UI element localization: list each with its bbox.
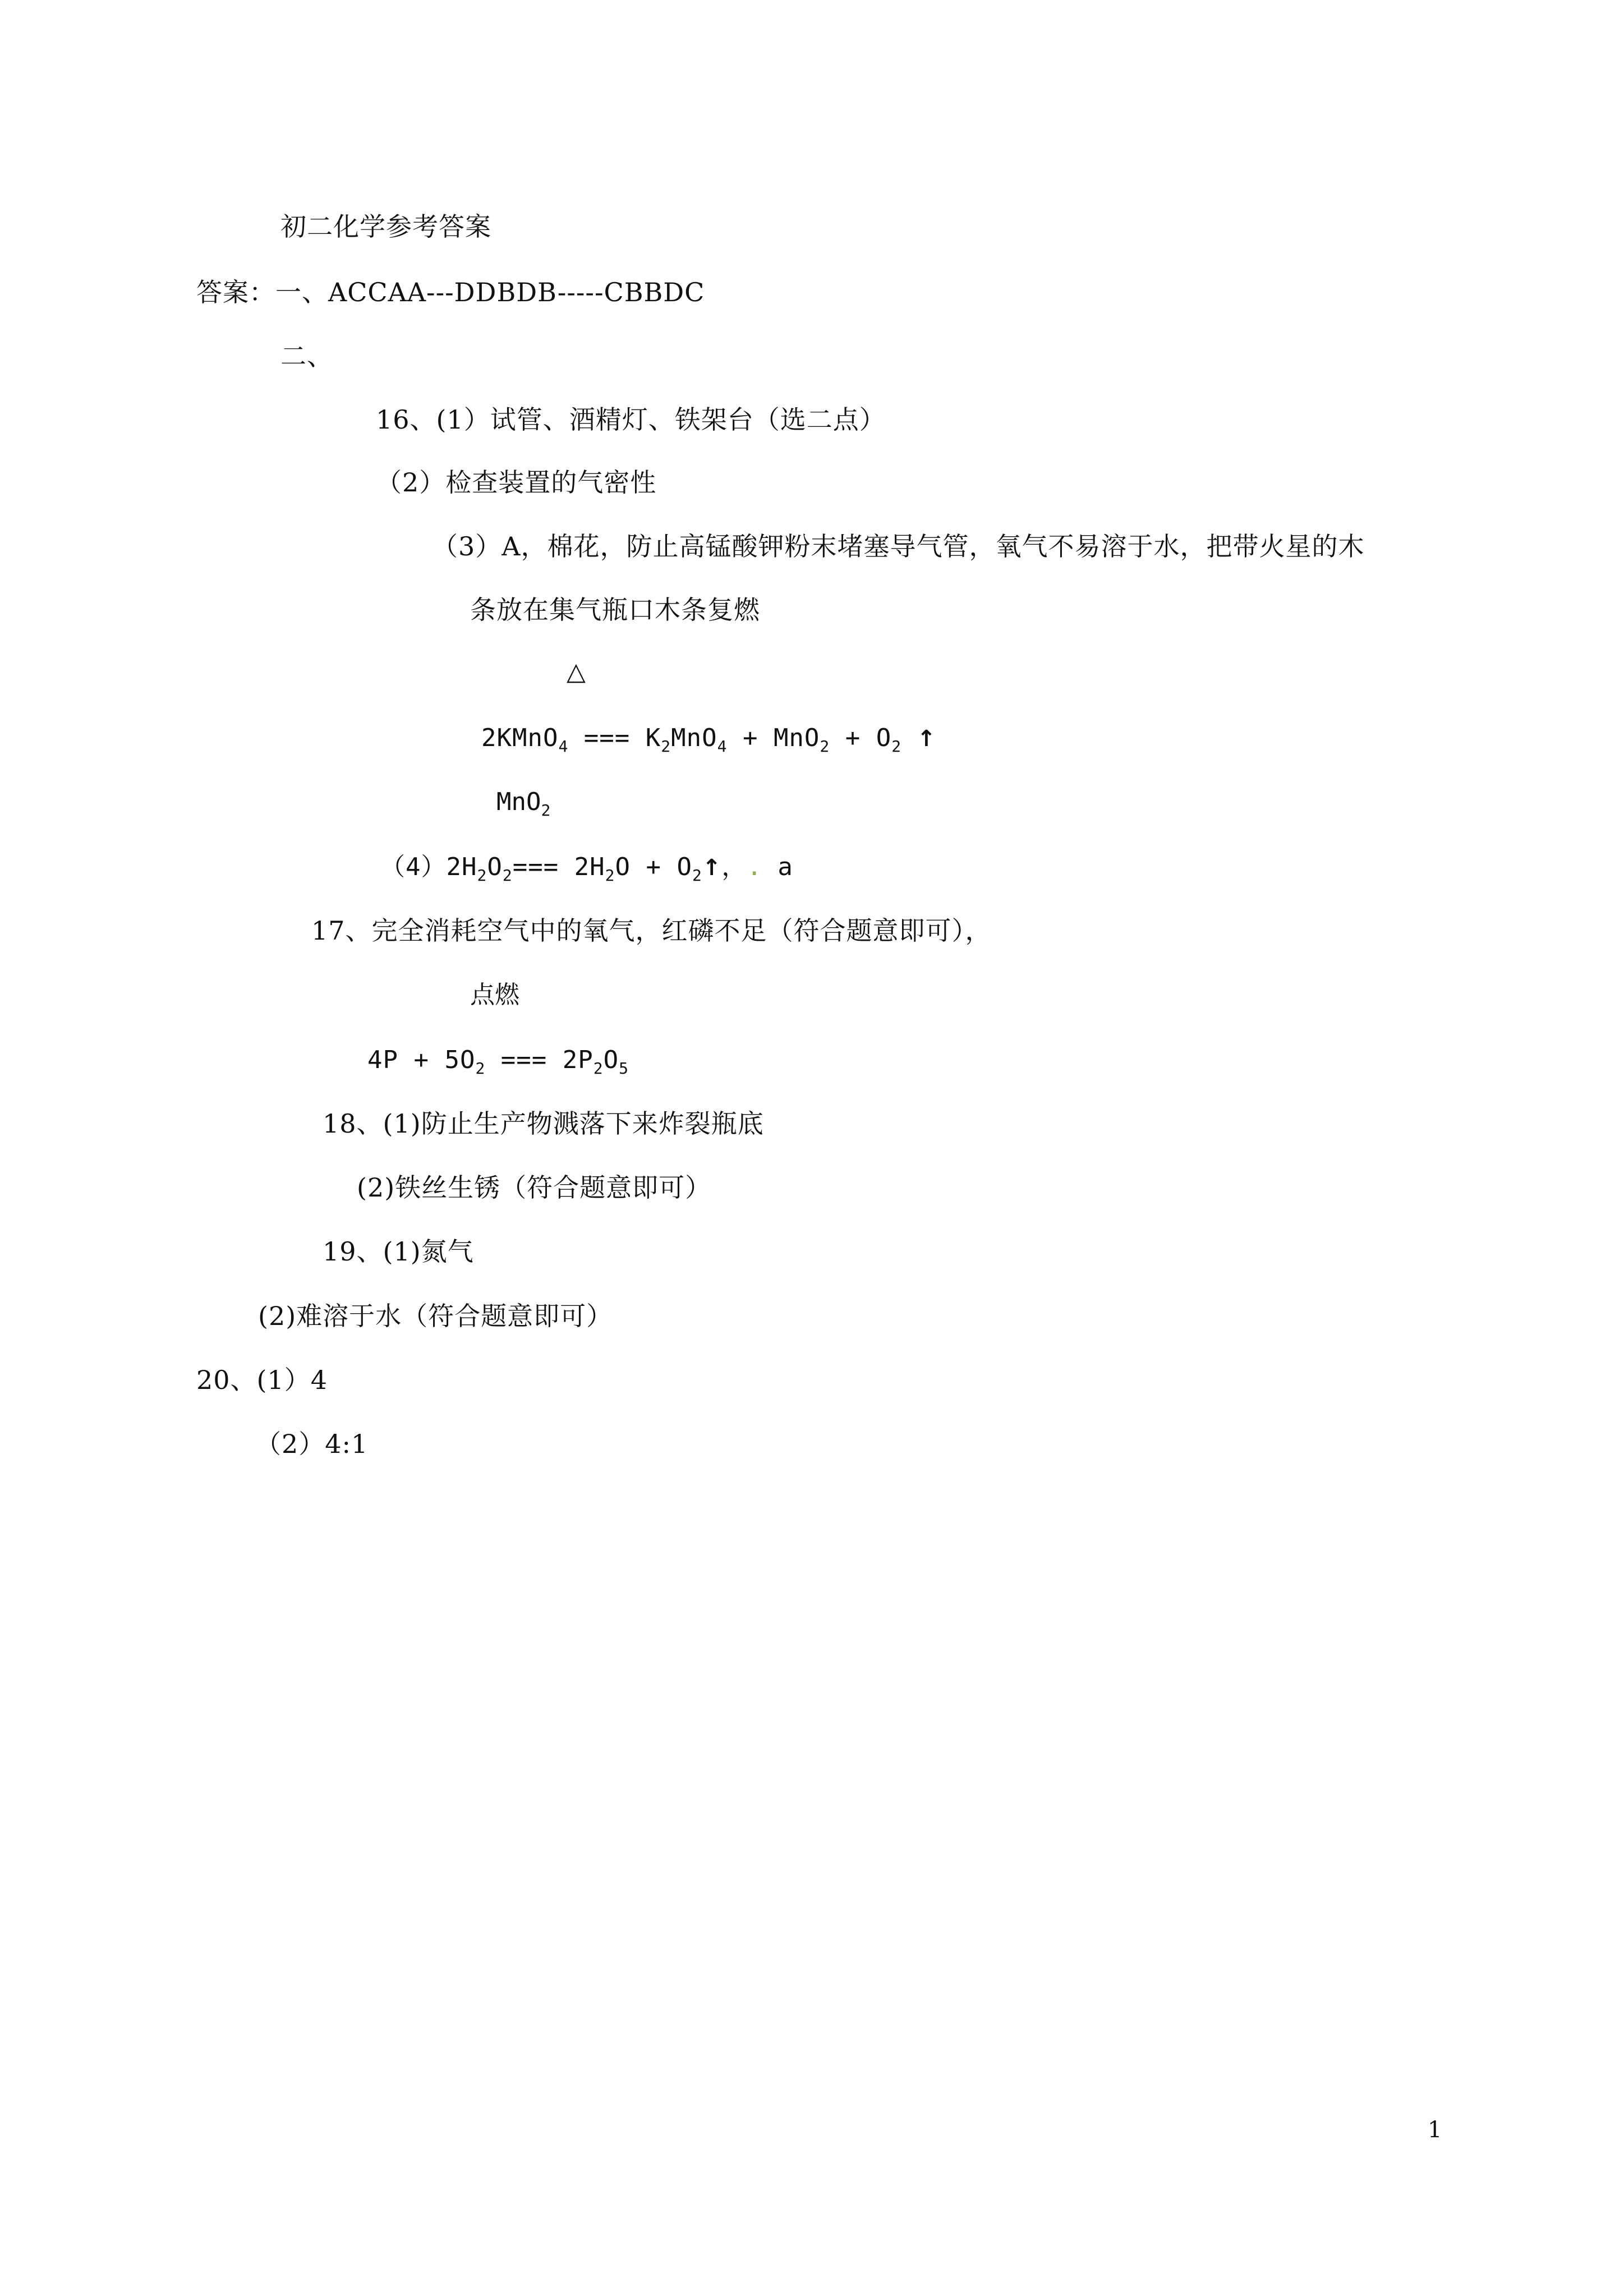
eq3-subscript: 2: [593, 1059, 604, 1078]
heat-condition-symbol: △: [567, 657, 586, 686]
page-number: 1: [1428, 2117, 1442, 2143]
eq1-term: === K: [568, 724, 661, 752]
q16-part1: 16、(1）试管、酒精灯、铁架台（选二点）: [376, 404, 886, 435]
eq-subscript: 2: [477, 866, 487, 885]
eq1-subscript: 4: [558, 737, 569, 756]
q16-part3-line1: （3）A，棉花，防止高锰酸钾粉末堵塞导气管，氧气不易溶于水，把带火星的木: [432, 531, 1365, 562]
eq1-subscript: 2: [661, 737, 671, 756]
eq-part: O + O: [615, 853, 692, 881]
eq-subscript: 2: [692, 866, 702, 885]
eq-subscript: 2: [605, 866, 615, 885]
q18-line1: 18、(1)防止生产物溅落下来炸裂瓶底: [323, 1108, 764, 1139]
q20-line2: （2）4:1: [255, 1429, 369, 1459]
equation-phosphorus-combustion: [367, 1043, 629, 1077]
stray-dot: .: [747, 853, 762, 881]
eq-part: ，: [721, 853, 747, 881]
q17-line1: 17、完全消耗空气中的氧气，红磷不足（符合题意即可），: [311, 915, 992, 946]
eq1-term: 2KMnO: [481, 724, 559, 752]
q16-part4-equation: [380, 850, 793, 885]
eq3-term: O: [603, 1046, 619, 1074]
q19-line1: 19、(1)氮气: [323, 1236, 474, 1267]
eq1-term: + O: [830, 724, 892, 752]
page-title: 初二化学参考答案: [280, 211, 491, 242]
gas-arrow-icon: ↑: [917, 726, 937, 752]
eq-subscript: 2: [502, 866, 513, 885]
q16-part3-line2: 条放在集气瓶口木条复燃: [470, 595, 760, 625]
eq-part: a: [762, 853, 793, 881]
eq3-subscript: 2: [475, 1059, 486, 1078]
eq1-subscript: 2: [820, 737, 830, 756]
q20-line1: 20、(1）4: [196, 1365, 328, 1395]
catalyst-subscript: 2: [541, 801, 551, 820]
eq1-subscript: 2: [891, 737, 902, 756]
q18-line2: (2)铁丝生锈（符合题意即可）: [357, 1172, 712, 1203]
catalyst-mno2-label: [496, 786, 550, 818]
eq1-subscript: 4: [717, 737, 728, 756]
q16-part2: （2）检查装置的气密性: [376, 467, 657, 498]
eq3-subscript: 5: [619, 1059, 629, 1078]
equation-kmno4-decomposition: [481, 721, 936, 756]
eq3-term: 4P + 5O: [367, 1046, 476, 1074]
q19-line2: (2)难溶于水（符合题意即可）: [258, 1301, 613, 1331]
eq-part: === 2H: [512, 853, 605, 881]
eq-part: （4）2H: [380, 853, 477, 881]
eq3-term: === 2P: [485, 1046, 594, 1074]
gas-arrow-icon: ↑: [702, 855, 722, 881]
eq1-term: + MnO: [727, 724, 820, 752]
catalyst-term: MnO: [496, 788, 541, 816]
eq1-term: MnO: [671, 724, 717, 752]
section-2-heading: 二、: [280, 341, 333, 371]
eq-part: O: [487, 853, 503, 881]
answer-line-section-1: 答案：一、ACCAA---DDBDB-----CBBDC: [196, 277, 705, 307]
ignition-condition-label: 点燃: [470, 981, 519, 1009]
